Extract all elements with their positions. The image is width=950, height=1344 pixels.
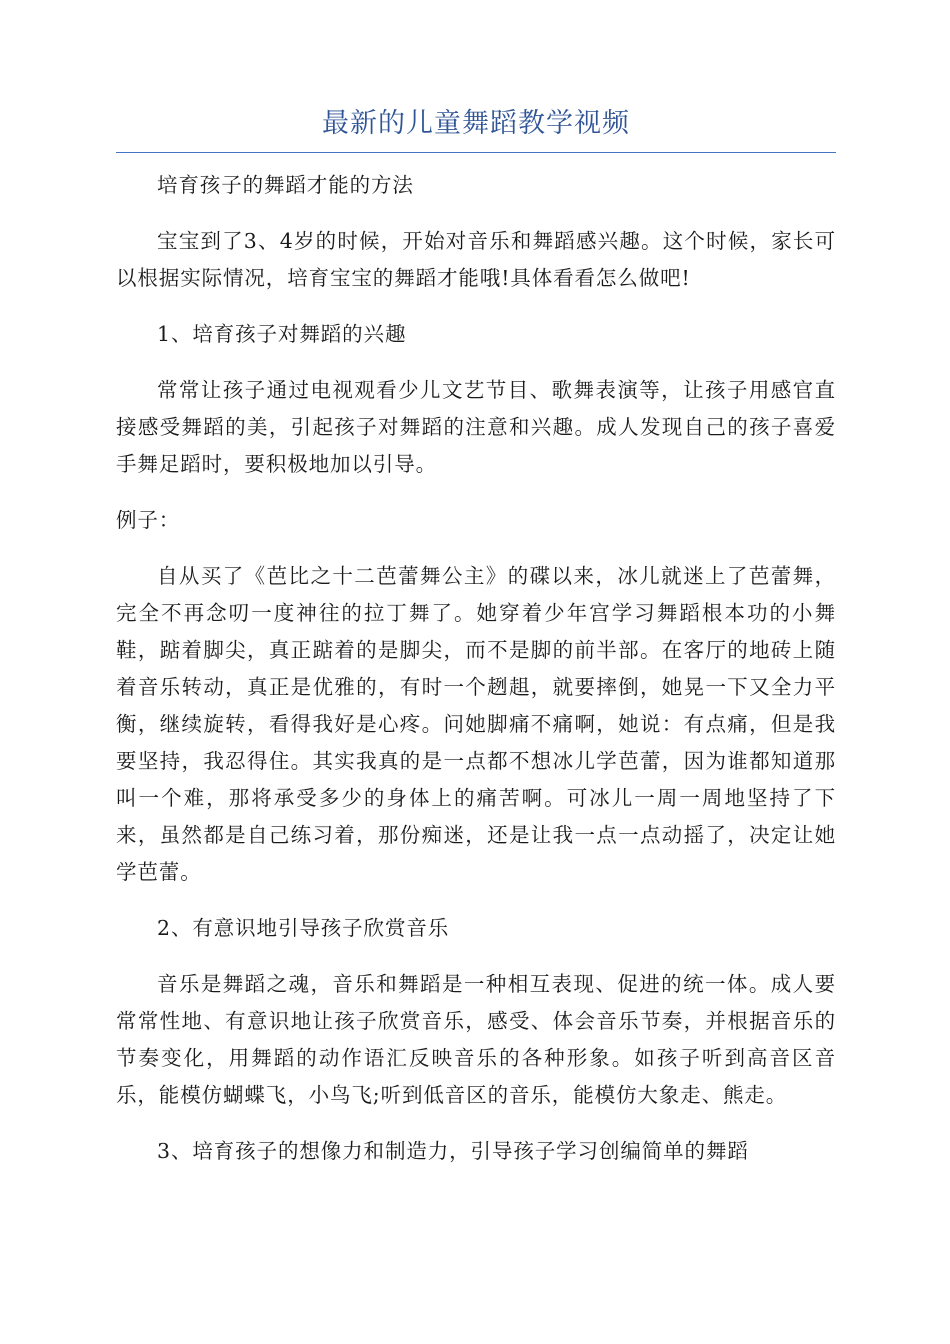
document-page: [116, 104, 836, 1189]
document-title: 最新的儿童舞蹈教学视频: [116, 104, 836, 153]
section-heading-3: 3、培育孩子的想像力和制造力，引导孩子学习创编简单的舞蹈: [157, 1139, 749, 1163]
document-subtitle: 培育孩子的舞蹈才能的方法: [157, 173, 414, 197]
section-body-1: 常常让孩子通过电视观看少儿文艺节目、歌舞表演等，让孩子用感官直接感受舞蹈的美，引起孩子对舞蹈的注意和兴趣。成人发现自己的孩子喜爱手舞足蹈时，要积极地加以引导。: [116, 378, 836, 476]
example-paragraph: 自从买了《芭比之十二芭蕾舞公主》的碟以来，冰儿就迷上了芭蕾舞，完全不再念叨一度神往的拉丁舞了。她穿着少年宫学习舞蹈根本功的小舞鞋，踮着脚尖，真正踮着的是脚尖，而不是脚的前半部。在客厅的地砖上随着音乐转动，真正是优雅的，有时一个趔趄，就要摔倒，她晃一下又全力平衡，继续旋转，看得我好是心疼。问她脚痛不痛啊，她说：有点痛，但是我要坚持，我忍得住。其实我真的是一点都不想冰儿学芭蕾，因为谁都知道那叫一个难，那将承受多少的身体上的痛苦啊。可冰儿一周一周地坚持了下来，虽然都是自己练习着，那份痴迷，还是让我一点一点动摇了，决定让她学芭蕾。: [116, 564, 836, 884]
section-body-2: 音乐是舞蹈之魂，音乐和舞蹈是一种相互表现、促进的统一体。成人要常常性地、有意识地让孩子欣赏音乐，感受、体会音乐节奏，并根据音乐的节奏变化，用舞蹈的动作语汇反映音乐的各种形象。如孩子听到高音区音乐，能模仿蝴蝶飞，小鸟飞;听到低音区的音乐，能模仿大象走、熊走。: [116, 972, 836, 1107]
section-heading-2: 2、有意识地引导孩子欣赏音乐: [157, 916, 450, 940]
example-label: 例子：: [116, 508, 181, 532]
section-heading-1: 1、培育孩子对舞蹈的兴趣: [157, 322, 407, 346]
intro-paragraph: 宝宝到了3、4岁的时候，开始对音乐和舞蹈感兴趣。这个时候，家长可以根据实际情况，培育宝宝的舞蹈才能哦!具体看看怎么做吧!: [116, 229, 836, 290]
